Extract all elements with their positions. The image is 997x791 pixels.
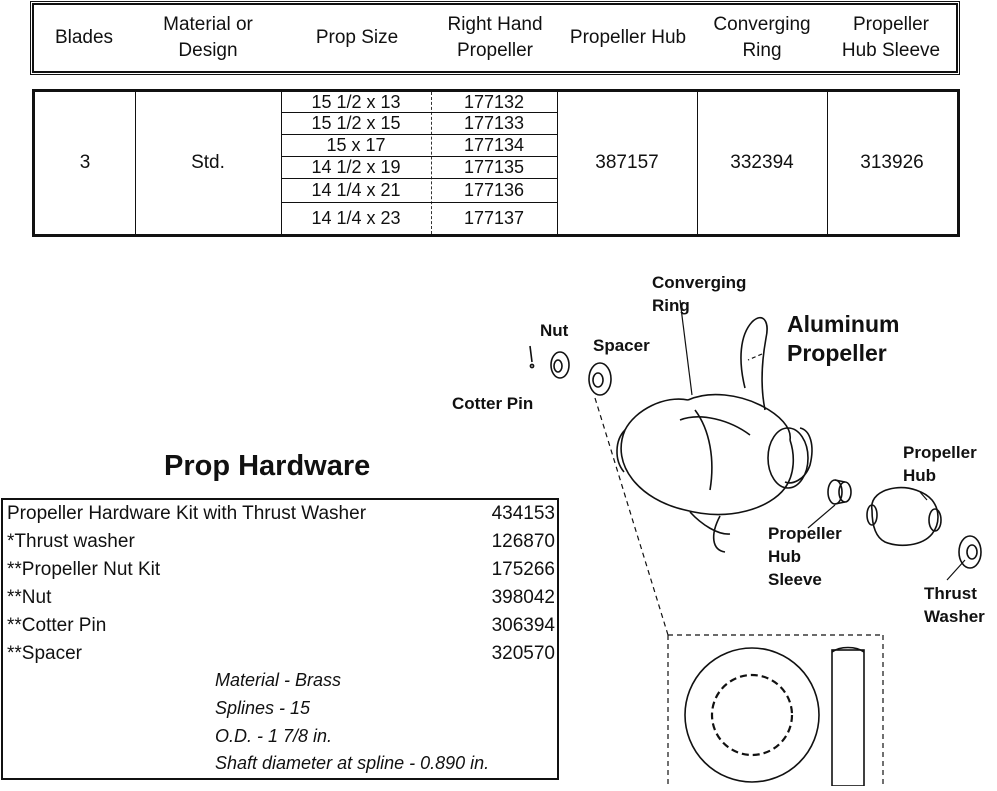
cell-blades: 3 [79,152,91,173]
label-thrust-washer: Thrust Washer [924,584,985,626]
spec-note: Splines - 15 [215,698,311,718]
table-header [32,3,958,73]
prop-size: 14 1/4 x 21 [311,180,401,200]
prop-size: 15 x 17 [326,135,386,155]
prop-size: 15 1/2 x 13 [311,91,401,112]
prop-part-number: 177135 [463,157,525,177]
table-row [281,135,557,157]
nut-icon [551,352,569,378]
header-prop-size: Prop Size [315,27,399,48]
spec-note: Material - Brass [215,670,342,690]
label-spacer: Spacer [593,336,650,355]
propeller-diagram [440,260,997,786]
prop-size: 15 1/2 x 15 [311,113,401,133]
table-row [281,157,557,179]
cell-material: Std. [191,152,225,173]
table-row [281,179,557,203]
item-part: 434153 [491,503,555,524]
hardware-title: Prop Hardware [164,450,371,482]
parts-table [32,89,960,237]
item-part: 126870 [491,531,555,552]
item-name: **Nut [7,587,52,608]
header-material: Material or Design [163,14,253,61]
prop-size: 14 1/4 x 23 [311,208,401,228]
cotter-pin-icon [530,346,534,368]
propeller-exploded-view [440,260,997,786]
spline-detail-icon [685,648,864,787]
header-blades: Blades [54,27,114,48]
table-row [281,113,557,135]
projection-lines [595,398,883,786]
item-name: Propeller Hardware Kit with Thrust Washer [7,503,367,524]
prop-part-number: 177133 [463,113,525,133]
table-row [281,92,557,113]
spec-note: O.D. - 1 7/8 in. [215,726,333,746]
prop-part-number: 177137 [463,208,525,228]
header-sleeve: Propeller Hub Sleeve [841,14,941,61]
item-part: 320570 [491,643,555,664]
item-name: *Thrust washer [7,531,135,552]
cell-hub: 387157 [595,152,659,173]
label-converging-ring: Converging Ring [652,273,747,315]
label-hub-sleeve: Propeller Hub Sleeve [768,524,842,589]
hub-sleeve-icon [828,480,851,504]
cell-ring: 332394 [730,152,794,173]
header-hub: Propeller Hub [569,27,687,48]
cell-sleeve: 313926 [860,152,924,173]
item-part: 175266 [491,559,555,580]
item-name: **Spacer [7,643,82,664]
header-ring: Converging Ring [713,14,811,61]
propeller-hub-icon [867,488,941,546]
item-name: **Propeller Nut Kit [7,559,161,580]
label-aluminum-propeller: Aluminum Propeller [787,311,900,366]
item-name: **Cotter Pin [7,615,107,636]
prop-part-number: 177136 [463,180,525,200]
header-right-hand: Right Hand Propeller [447,14,543,61]
label-nut: Nut [540,321,569,340]
spec-note: Shaft diameter at spline - 0.890 in. [215,753,490,773]
table-row [281,203,557,234]
item-part: 398042 [491,587,555,608]
label-propeller-hub: Propeller Hub [903,443,977,485]
prop-part-number: 177134 [463,135,525,155]
spacer-icon [589,363,611,395]
label-cotter-pin: Cotter Pin [452,394,534,413]
prop-size: 14 1/2 x 19 [311,157,401,177]
prop-part-number: 177132 [463,91,525,112]
item-part: 306394 [491,615,555,636]
